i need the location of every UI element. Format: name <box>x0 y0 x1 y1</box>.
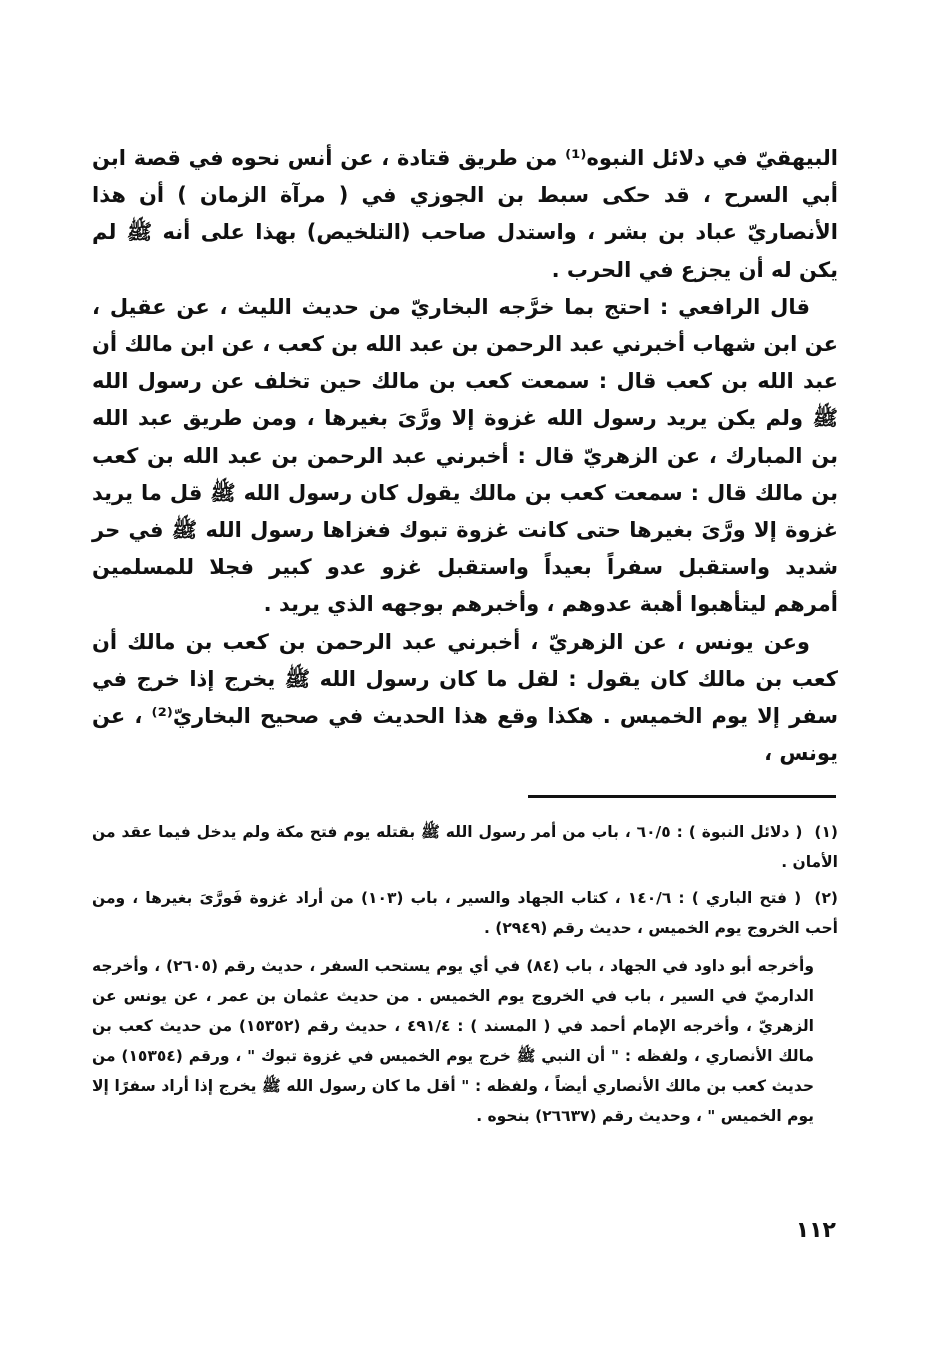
footnote-2-continuation: وأخرجه أبو داود في الجهاد ، باب (٨٤) في أي يوم يستحب السفر ، حديث رقم (٢٦٠٥) ، وأخرجه الدارميّ في السير ، باب في الخروج يوم الخميس . من حديث عثمان بن عمر ، عن يونس عن الزهريّ ، وأخرجه الإمام أحمد في ( المسند ) : ٤٩١/٤ ، حديث رقم (١٥٣٥٢) من حديث كعب بن مالك الأنصاري ، ولفظه : " أن النبي ﷺ خرج يوم الخميس في غزوة تبوك " ، ورقم (١٥٣٥٤) من حديث كعب بن مالك الأنصاري أيضاً ، ولفظه : " أقل ما كان رسول الله ﷺ يخرج إذا أراد سفرًا إلا يوم الخميس " ، وحديث رقم (٢٦٦٣٧) بنحوه . <box>92 957 814 1125</box>
paragraph-3: وعن يونس ، عن الزهريّ ، أخبرني عبد الرحمن بن كعب بن مالك أن كعب بن مالك كان يقول : لقل ما كان رسول الله ﷺ يخرج إذا خرج في سفر إلا يوم الخميس . هكذا وقع هذا الحديث في صحيح البخاريّ⁽²⁾ ، عن يونس ، <box>92 629 838 766</box>
footnote-2-text: ( فتح الباري ) : ١٤٠/٦ ، كتاب الجهاد والسير ، باب (١٠٣) من أراد غزوة فَورَّىَ بغيرها ، ومن أحب الخروج يوم الخميس ، حديث رقم (٢٩٤٩) . <box>92 889 838 937</box>
footnotes-block <box>92 817 838 1131</box>
footnote-separator <box>528 795 836 798</box>
footnote-1 <box>92 817 838 877</box>
paragraph-2: قال الرافعي : احتج بما خرَّجه البخاريّ من حديث الليث ، عن عقيل ، عن ابن شهاب أخبرني عبد الرحمن بن عبد الله بن كعب ، عن ابن مالك أن عبد الله بن كعب قال : سمعت كعب بن مالك حين تخلف عن رسول الله ﷺ ولم يكن يريد رسول الله غزوة إلا ورَّىَ بغيرها ، ومن طريق عبد الله بن المبارك ، عن الزهريّ قال : أخبرني عبد الرحمن بن عبد الله بن كعب بن مالك قال : سمعت كعب بن مالك يقول كان رسول الله ﷺ قل ما يريد غزوة إلا ورَّىَ بغيرها حتى كانت غزوة تبوك فغزاها رسول الله ﷺ في حر شديد واستقبل سفراً بعيداً واستقبل غزو عدو كبير فجلا للمسلمين أمرهم ليتأهبوا أهبة عدوهم ، وأخبرهم بوجهه الذي يريد . <box>92 294 838 617</box>
footnote-2 <box>92 883 838 943</box>
main-text-block <box>92 140 838 772</box>
page-number: ١١٢ <box>795 1218 836 1243</box>
paragraph-1: البيهقيّ في دلائل النبوه⁽¹⁾ من طريق قتادة ، عن أنس نحوه في قصة ابن أبي السرح ، قد حكى سبط بن الجوزي في ( مرآة الزمان ) أن هذا الأنصاريّ عباد بن بشر ، واستدل صاحب (التلخيص) بهذا على أنه ﷺ لم يكن له أن يجزع في الحرب . <box>92 146 839 282</box>
footnote-1-number: (١) <box>814 823 838 841</box>
footnote-1-text: ( دلائل النبوة ) : ٦٠/٥ ، باب من أمر رسول الله ﷺ بقتله يوم فتح مكة ولم يدخل فيما عقد من الأمان . <box>92 823 838 871</box>
footnote-2-number: (٢) <box>814 889 838 907</box>
